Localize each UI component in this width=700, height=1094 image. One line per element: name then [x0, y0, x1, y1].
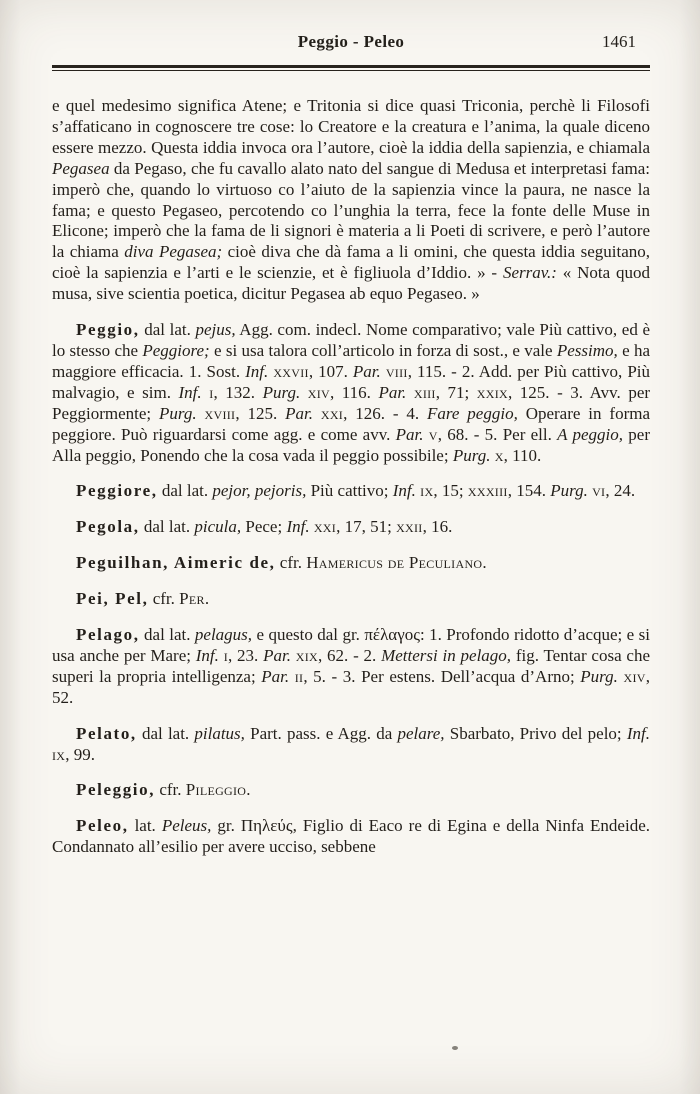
text-run: , 62. - 2.	[318, 645, 382, 665]
italic-run: Par.	[285, 403, 313, 423]
smallcaps-run: xiv	[623, 666, 646, 686]
smallcaps-run: Per.	[179, 589, 210, 609]
smallcaps-run: xxi	[313, 517, 337, 537]
text-run: Pece;	[241, 517, 287, 537]
smallcaps-run: Hamericus de Peculiano.	[306, 553, 487, 573]
text-run: , 24.	[605, 481, 636, 501]
text-run: e questo dal gr. πέλαγος: 1. Profondo ridotto d’acque; e si usa anche per Mare;	[52, 625, 650, 665]
text-run: e si usa talora coll’articolo in forza di sost., e vale	[209, 340, 557, 360]
text-run: , 110.	[503, 445, 542, 465]
smallcaps-run: xxvii	[273, 361, 309, 381]
entry-peleo	[52, 816, 650, 858]
italic-run: Purg.	[262, 382, 301, 402]
italic-run: Purg.	[580, 666, 618, 686]
smallcaps-run: xxi	[320, 403, 344, 423]
entry-headword: Pelato,	[76, 723, 137, 743]
text-run: dal lat.	[139, 320, 196, 340]
italic-run: Purg.	[452, 445, 491, 465]
text-run: , 132.	[213, 382, 263, 402]
entry-pei-pel	[52, 589, 650, 610]
text-run: , 15;	[433, 481, 468, 501]
italic-run: pilatus,	[194, 723, 245, 743]
smallcaps-run: i	[223, 645, 228, 665]
text-run: , 52.	[52, 666, 650, 707]
running-title: Peggio - Peleo	[297, 32, 405, 51]
italic-run: Inf.	[195, 645, 219, 665]
italic-run: Inf.	[626, 723, 650, 743]
text-run: , 115. - 2. Add. per Più cattivo, Più malvagio, e sim.	[52, 361, 650, 402]
smallcaps-run: xiii	[413, 382, 436, 402]
italic-run: Inf.	[392, 481, 416, 501]
text-run: , 107.	[308, 361, 353, 381]
text-run: Sbarbato, Privo del pelo;	[444, 723, 627, 743]
text-run: cfr.	[155, 780, 186, 800]
smallcaps-run: xxix	[476, 382, 508, 402]
text-run: e quel medesimo significa Atene; e Tritonia si dice quasi Triconia, perchè li Filosofi s’affaticano in cognoscere tre cose: lo Creatore e la creatura e l’anima, la quale diceno essere mezzo. Questa iddia invoca ora l’autore, cioè la iddia della sapienzia, e chiamala	[52, 96, 650, 157]
text-run: cfr.	[148, 589, 180, 609]
text-run: , 125.	[235, 403, 286, 423]
text-run: , 71;	[435, 382, 477, 402]
text-run: Operare in forma peggiore. Può riguardarsi come agg. e come avv.	[52, 403, 650, 444]
entry-peleggio	[52, 780, 650, 801]
text-run	[406, 383, 414, 402]
italic-run: Inf.	[286, 517, 310, 537]
smallcaps-run: x	[494, 445, 504, 465]
text-run	[197, 404, 205, 423]
entry-peguilhan	[52, 553, 650, 574]
smallcaps-run: viii	[385, 361, 408, 381]
italic-run: A peggio,	[557, 424, 624, 444]
smallcaps-run: xix	[295, 645, 318, 665]
italic-run: Fare peggio,	[427, 403, 518, 423]
italic-run: Par.	[263, 645, 291, 665]
entry-headword: Peleggio,	[76, 780, 156, 800]
text-block	[52, 96, 650, 858]
italic-run: picula,	[194, 517, 242, 537]
page-header	[52, 32, 650, 56]
text-run: cfr.	[275, 553, 307, 573]
entry-peggio	[52, 320, 650, 466]
italic-run: pelare,	[397, 723, 445, 743]
smallcaps-run: xiv	[307, 382, 330, 402]
smallcaps-run: xxii	[396, 517, 423, 537]
text-run: e ha maggiore efficacia. 1. Sost.	[52, 340, 650, 381]
text-run: « Nota quod musa, sive scientia poetica, dicitur Pegasea ab equo Pegaseo. »	[52, 263, 651, 304]
text-run: fig. Tentar cosa che superi la propria intelligenza;	[52, 645, 651, 686]
header-rule	[52, 65, 650, 71]
text-run: , 116.	[329, 382, 379, 402]
entry-headword: Peguilhan, Aimeric de,	[76, 553, 276, 573]
text-run: , 99.	[65, 744, 96, 764]
smallcaps-run: xxxiii	[467, 481, 508, 501]
entry-headword: Pegola,	[76, 517, 140, 537]
text-run	[300, 383, 308, 402]
smallcaps-run: v	[428, 424, 438, 444]
text-run: cioè diva che dà fama a li omini, che questa iddia seguitano, cioè la sapienzia e l’arti e le scienzie, et è figliuola d’Iddio. » -	[52, 242, 650, 283]
entry-headword: Peggiore,	[76, 481, 158, 501]
text-run: dal lat.	[139, 625, 195, 645]
smallcaps-run: ix	[420, 481, 434, 501]
continuation-paragraph	[52, 96, 650, 305]
italic-run: pejus,	[195, 320, 236, 340]
entry-pelago	[52, 625, 650, 709]
text-run: dal lat.	[157, 481, 213, 501]
italic-run: Par.	[378, 382, 407, 402]
text-run: , 126. - 4.	[343, 403, 428, 423]
text-run: , 17, 51;	[336, 517, 397, 537]
text-run: per Alla peggio, Ponendo che la cosa vada il peggio possibile;	[52, 424, 650, 465]
italic-run: pelagus,	[194, 625, 253, 645]
italic-run: Inf.	[178, 382, 202, 402]
text-run: Più cattivo;	[306, 481, 393, 501]
italic-run: Par.	[261, 666, 290, 686]
text-run: , 68. - 5. Per ell.	[437, 424, 558, 444]
entry-headword: Peleo,	[76, 816, 129, 836]
smallcaps-run: Pileggio.	[185, 780, 251, 800]
italic-run: diva Pegasea;	[124, 242, 223, 262]
entry-peggiore	[52, 481, 650, 502]
entry-pelato	[52, 724, 650, 766]
page-number: 1461	[602, 32, 636, 51]
italic-run: Purg.	[550, 481, 588, 501]
text-run: , 154.	[507, 481, 551, 501]
text-run: , 16.	[422, 517, 453, 537]
italic-run: Par.	[352, 361, 381, 381]
italic-run: Pegasea	[52, 158, 110, 178]
smallcaps-run: vi	[592, 481, 606, 501]
text-run: Agg. com. indecl. Nome comparativo; vale Più cattivo, ed è lo stesso che	[52, 320, 650, 360]
text-run: , 5. - 3. Per estens. Dell’acqua d’Arno;	[303, 666, 581, 686]
entry-headword: Peggio,	[76, 320, 140, 340]
ink-speck	[452, 1046, 458, 1050]
italic-run: Mettersi in pelago,	[381, 645, 512, 665]
smallcaps-run: ix	[52, 744, 66, 764]
italic-run: Serrav.:	[502, 263, 557, 283]
text-run: dal lat.	[139, 517, 195, 537]
smallcaps-run: ii	[294, 666, 304, 686]
text-run: Part. pass. e Agg. da	[244, 723, 398, 743]
italic-run: pejor, pejoris,	[212, 481, 307, 501]
entry-headword: Pei, Pel,	[76, 589, 149, 609]
text-run: , 125. - 3. Avv. per Peggiormente;	[52, 382, 651, 423]
text-run: dal lat.	[136, 723, 195, 743]
text-run: , 23.	[228, 645, 264, 665]
entry-headword: Pelago,	[76, 625, 140, 645]
text-run: lat.	[128, 816, 162, 836]
smallcaps-run: i	[209, 382, 214, 402]
italic-run: Inf.	[245, 361, 269, 381]
text-run: da Pegaso, che fu cavallo alato nato del sangue di Medusa et interpretasi fama: imperò che, quando lo virtuoso co l’aiuto de la sapienzia vince la paura, ne nasce la fama; e questo Pegaseo, percotendo co l’unghia la terra, fece la fonte delle Muse in Elicone; imperò che la fama de li signori è materia a li Poeti di scrivere, e però l’autore la chiama	[52, 158, 650, 262]
smallcaps-run: xviii	[204, 403, 236, 423]
text-run: gr. Πηλεύς, Figlio di Eaco re di Egina e della Ninfa Endeide. Condannato all’esilio per avere ucciso, sebbene	[52, 816, 650, 857]
italic-run: Purg.	[159, 403, 197, 423]
italic-run: Par.	[395, 424, 424, 444]
italic-run: Pessimo,	[556, 340, 618, 360]
italic-run: Peleus,	[161, 816, 212, 836]
text-run	[313, 404, 321, 423]
entry-pegola	[52, 517, 650, 538]
italic-run: Peggiore;	[142, 340, 210, 360]
